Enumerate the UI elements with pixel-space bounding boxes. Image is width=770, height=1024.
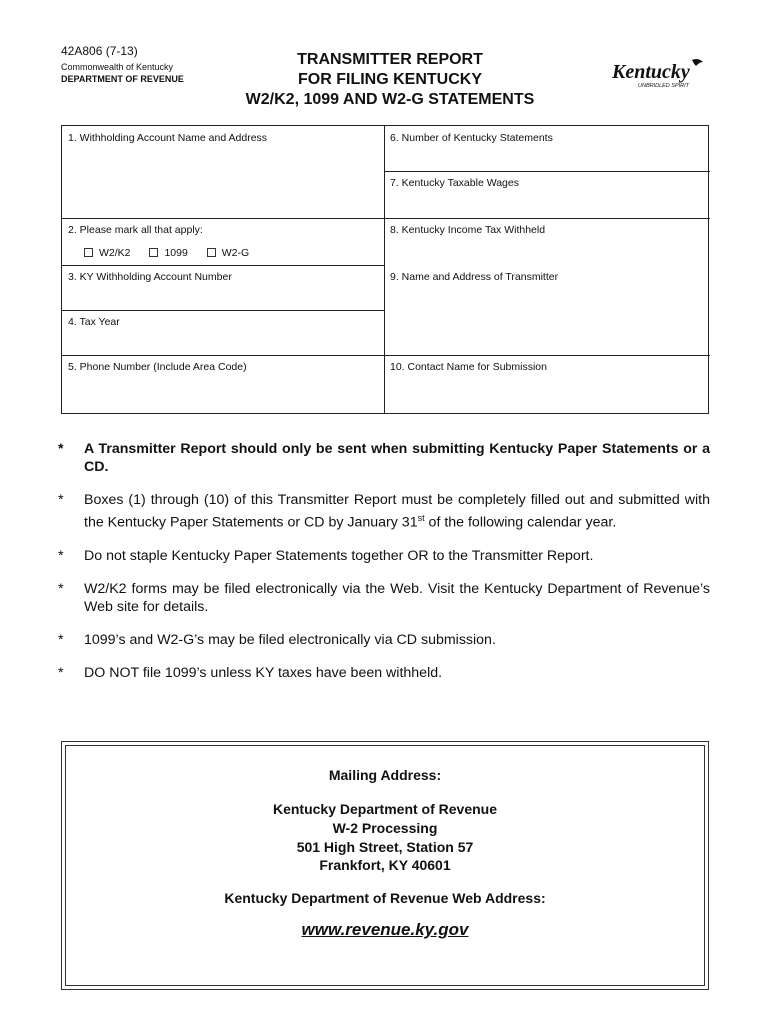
instruction-text: Boxes (1) through (10) of this Transmitter Report must be completely filled out and submitted with the Kentucky Paper Statements or CD by January 31 (84, 492, 710, 531)
instruction-text: Do not staple Kentucky Paper Statements together OR to the Transmitter Report. (84, 547, 594, 564)
title-line-2: FOR FILING KENTUCKY (298, 71, 482, 88)
transmitter-name-address-field[interactable] (384, 265, 710, 355)
1099-label: 1099 (164, 247, 188, 259)
mailing-address-box (61, 741, 709, 990)
withholding-account-name-field[interactable] (62, 126, 384, 218)
web-address-heading: Kentucky Department of Revenue Web Address: (224, 890, 546, 906)
kentucky-logo (608, 56, 708, 90)
title-line-3: W2/K2, 1099 AND W2-G STATEMENTS (245, 91, 535, 108)
agency-department: DEPARTMENT OF REVENUE (61, 74, 184, 84)
w2k2-checkbox[interactable] (84, 248, 93, 257)
mailing-line-3: 501 High Street, Station 57 (296, 839, 474, 855)
title-line-1: TRANSMITTER REPORT (297, 51, 483, 68)
field-7-label: 7. Kentucky Taxable Wages (390, 177, 519, 189)
instruction-item: * DO NOT file 1099’s unless KY taxes have been withheld. (58, 664, 443, 681)
w2g-label: W2-G (221, 247, 250, 259)
agency-block (61, 61, 184, 85)
field-5-label: 5. Phone Number (Include Area Code) (68, 361, 247, 373)
statement-type-checkboxes (84, 247, 265, 259)
field-10-label: 10. Contact Name for Submission (390, 361, 547, 373)
instructions-list (58, 440, 710, 697)
mailing-line-1: Kentucky Department of Revenue (272, 801, 498, 817)
field-4-label: 4. Tax Year (68, 316, 120, 328)
mailing-line-4: Frankfort, KY 40601 (319, 857, 451, 873)
w2k2-label: W2/K2 (99, 247, 131, 259)
instruction-text: A Transmitter Report should only be sent when submitting Kentucky Paper Statements or a CD. (84, 441, 710, 475)
logo-tagline: UNBRIDLED SPIRIT (638, 83, 690, 89)
field-8-label: 8. Kentucky Income Tax Withheld (390, 224, 546, 236)
tax-year-field[interactable] (62, 310, 384, 355)
contact-name-field[interactable] (384, 355, 710, 415)
field-1-label: 1. Withholding Account Name and Address (68, 132, 268, 144)
instruction-text: DO NOT file 1099’s unless KY taxes have been withheld. (84, 664, 443, 681)
instruction-item: * W2/K2 forms may be filed electronically via the Web. Visit the Kentucky Department of Revenue’s Web site for details. (58, 580, 710, 615)
instruction-item: * A Transmitter Report should only be sent when submitting Kentucky Paper Statements or a CD. (58, 441, 710, 475)
instruction-superscript: st (417, 513, 425, 523)
1099-checkbox[interactable] (149, 248, 158, 257)
mailing-line-2: W-2 Processing (332, 820, 438, 836)
field-2-label: 2. Please mark all that apply: (68, 224, 203, 236)
income-tax-withheld-field[interactable] (384, 218, 710, 265)
instruction-text: W2/K2 forms may be filed electronically via the Web. Visit the Kentucky Department of Revenue’s Web site for details. (84, 580, 710, 615)
instruction-text: of the following calendar year. (424, 514, 617, 531)
field-9-label: 9. Name and Address of Transmitter (390, 271, 559, 283)
form-fields-grid (61, 125, 709, 414)
agency-commonwealth: Commonwealth of Kentucky (61, 62, 174, 72)
w2g-checkbox[interactable] (207, 248, 216, 257)
field-3-label: 3. KY Withholding Account Number (68, 271, 232, 283)
instruction-item: * Do not staple Kentucky Paper Statements together OR to the Transmitter Report. (58, 547, 594, 564)
ky-withholding-account-number-field[interactable] (62, 265, 384, 310)
phone-number-field[interactable] (62, 355, 384, 415)
instruction-item: * Boxes (1) through (10) of this Transmitter Report must be completely filled out and submitted with the Kentucky Paper Statements or CD by January 31st of the following calendar year. (58, 492, 710, 531)
logo-wordmark: Kentucky (612, 61, 690, 83)
instruction-item: * 1099’s and W2-G’s may be filed electronically via CD submission. (58, 631, 496, 648)
field-6-label: 6. Number of Kentucky Statements (390, 132, 553, 144)
number-of-statements-field[interactable] (384, 126, 710, 171)
mailing-heading: Mailing Address: (328, 767, 442, 783)
form-title (200, 50, 580, 110)
taxable-wages-field[interactable] (384, 171, 710, 218)
form-number: 42A806 (7-13) (61, 44, 138, 58)
instruction-text: 1099’s and W2-G’s may be filed electronically via CD submission. (84, 631, 496, 648)
web-address-link[interactable]: www.revenue.ky.gov (301, 920, 469, 939)
